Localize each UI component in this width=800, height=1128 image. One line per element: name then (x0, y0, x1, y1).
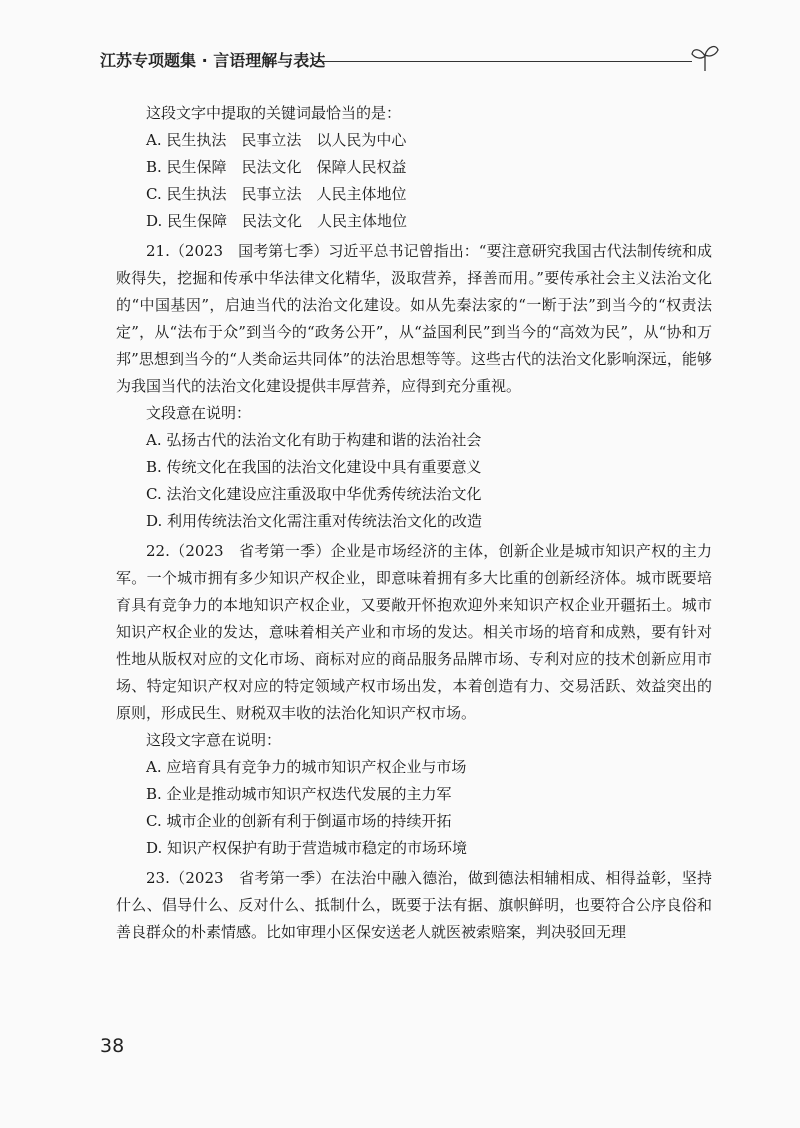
q22-option-b: B. 企业是推动城市知识产权迭代发展的主力军 (146, 785, 452, 803)
q21-option-b: B. 传统文化在我国的法治文化建设中具有重要意义 (146, 458, 482, 476)
q22-passage: 22.（2023 省考第一季）企业是市场经济的主体，创新企业是城市知识产权的主力军。一个城市拥有多少知识产权企业，即意味着拥有多大比重的创新经济体。城市既要培育具有竞争力的本地知识产权企业，又要敞开怀抱欢迎外来知识产权企业开疆拓土。城市知识产权企业的发达，意味着相关产业和市场的发达。相关市场的培育和成熟，要有针对性地从版权对应的文化市场、商标对应的商品服务品牌市场、专利对应的技术创新应用市场、特定知识产权对应的特定领域产权市场出发，本着创造有力、交易活跃、效益突出的原则，形成民生、财税双丰收的法治化知识产权市场。 (116, 542, 712, 722)
q23-passage: 23.（2023 省考第一季）在法治中融入德治，做到德法相辅相成、相得益彰，坚持什么、倡导什么、反对什么、抵制什么，既要于法有据、旗帜鲜明，也要符合公序良俗和善良群众的朴素情感。比如审理小区保安送老人就医被索赔案，判决驳回无理 (116, 869, 712, 941)
q21-option-d: D. 利用传统法治文化需注重对传统法治文化的改造 (146, 512, 483, 530)
q22-question: 这段文字意在说明： (146, 731, 282, 749)
q20-option-b: B. 民生保障 民法文化 保障人民权益 (146, 158, 407, 176)
header-rule (312, 61, 692, 62)
q20-option-d: D. 民生保障 民法文化 人民主体地位 (146, 212, 408, 230)
q22-option-c: C. 城市企业的创新有利于倒逼市场的持续开拓 (146, 812, 452, 830)
q21-question: 文段意在说明： (146, 404, 252, 422)
q22-option-a: A. 应培育具有竞争力的城市知识产权企业与市场 (146, 758, 467, 776)
q22-option-d: D. 知识产权保护有助于营造城市稳定的市场环境 (146, 839, 468, 857)
q21-passage: 21.（2023 国考第七季）习近平总书记曾指出：“要注意研究我国古代法制传统和成败得失，挖掘和传承中华法律文化精华，汲取营养，择善而用。”要传承社会主义法治文化的“中国基因”，启迪当代的法治文化建设。如从先秦法家的“一断于法”到当今的“权责法定”，从“法布于众”到当今的“政务公开”，从“益国利民”到当今的“高效为民”，从“协和万邦”思想到当今的“人类命运共同体”的法治思想等等。这些古代的法治文化影响深远，能够为我国当代的法治文化建设提供丰厚营养，应得到充分重视。 (116, 242, 712, 395)
q20-option-c: C. 民生执法 民事立法 人民主体地位 (146, 185, 407, 203)
q21-option-c: C. 法治文化建设应注重汲取中华优秀传统法治文化 (146, 485, 482, 503)
page-number: 38 (100, 1035, 125, 1057)
q20-question: 这段文字中提取的关键词最恰当的是： (146, 104, 402, 122)
header-title: 江苏专项题集 · 言语理解与表达 (100, 51, 326, 70)
q21-option-a: A. 弘扬古代的法治文化有助于构建和谐的法治社会 (146, 431, 482, 449)
page-content (116, 100, 712, 946)
q20-option-a: A. 民生执法 民事立法 以人民为中心 (146, 131, 407, 149)
sprout-icon (690, 40, 720, 72)
running-header (100, 40, 720, 76)
